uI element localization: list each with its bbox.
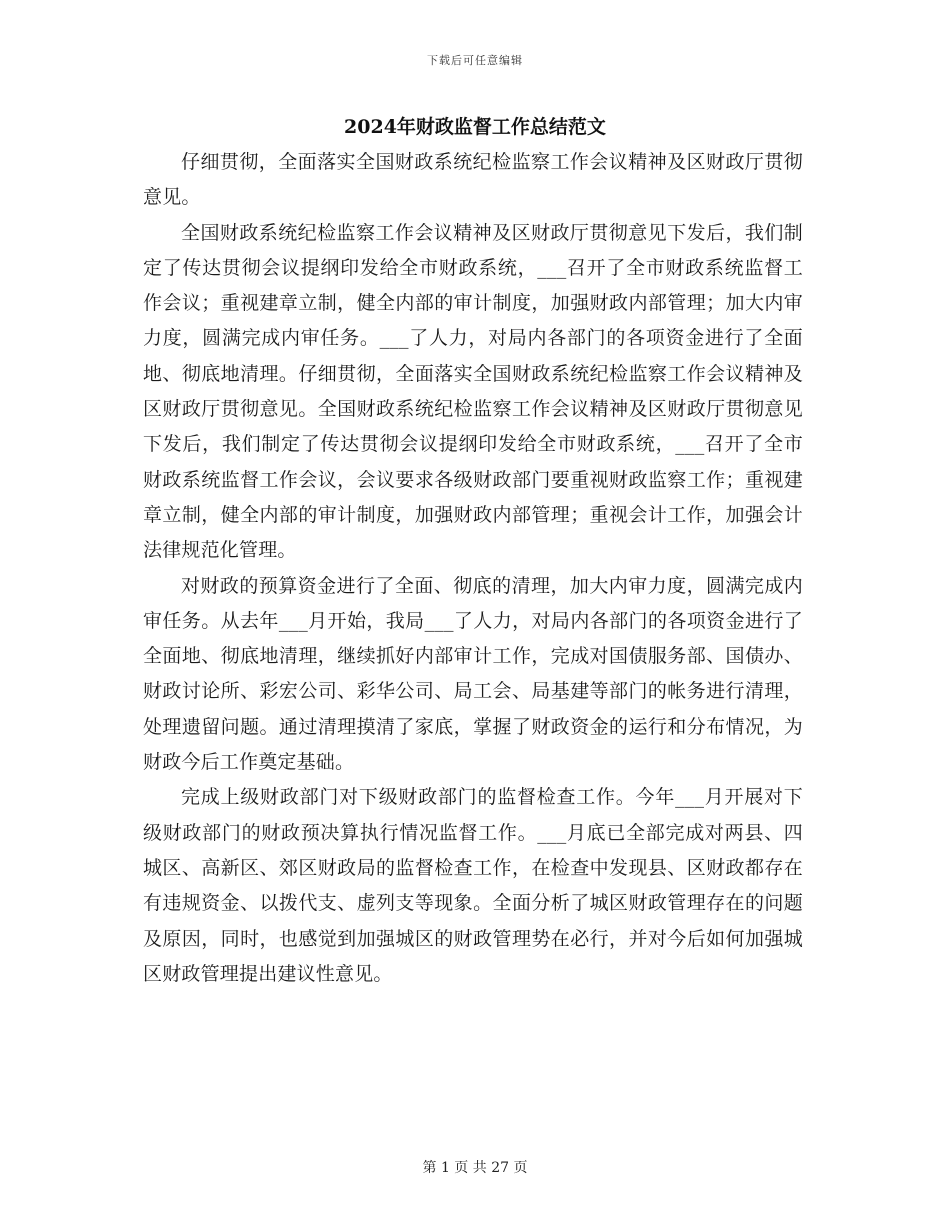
page-footer: 第 1 页 共 27 页 bbox=[422, 1160, 528, 1176]
header-note: 下载后可任意编辑 bbox=[427, 54, 523, 67]
document-body bbox=[143, 145, 803, 992]
document-title: 2024年财政监督工作总结范文 bbox=[344, 116, 606, 138]
paragraph-1: 仔细贯彻，全面落实全国财政系统纪检监察工作会议精神及区财政厅贯彻意见。 bbox=[143, 151, 803, 209]
paragraph-4: 完成上级财政部门对下级财政部门的监督检查工作。今年___月开展对下级财政部门的财政预决算执行情况监督工作。___月底已全部完成对两县、四城区、高新区、郊区财政局的监督检查工作，在检查中发现县、区财政都存在有违规资金、以拨代支、虚列支等现象。全面分析了城区财政管理存在的问题及原因，同时，也感觉到加强城区的财政管理势在必行，并对今后如何加强城区财政管理提出建议性意见。 bbox=[143, 786, 803, 985]
paragraph-2: 全国财政系统纪检监察工作会议精神及区财政厅贯彻意见下发后，我们制定了传达贯彻会议提纲印发给全市财政系统，___召开了全市财政系统监督工作会议；重视建章立制，健全内部的审计制度，加强财政内部管理；加大内审力度，圆满完成内审任务。___了人力，对局内各部门的各项资金进行了全面地、彻底地清理。仔细贯彻，全面落实全国财政系统纪检监察工作会议精神及区财政厅贯彻意见。全国财政系统纪检监察工作会议精神及区财政厅贯彻意见下发后，我们制定了传达贯彻会议提纲印发给全市财政系统，___召开了全市财政系统监督工作会议，会议要求各级财政部门要重视财政监察工作；重视建章立制，健全内部的审计制度，加强财政内部管理；重视会计工作，加强会计法律规范化管理。 bbox=[143, 221, 803, 562]
paragraph-3: 对财政的预算资金进行了全面、彻底的清理，加大内审力度，圆满完成内审任务。从去年___月开始，我局___了人力，对局内各部门的各项资金进行了全面地、彻底地清理，继续抓好内部审计工作，完成对国债服务部、国债办、财政讨论所、彩宏公司、彩华公司、局工会、局基建等部门的帐务进行清理，处理遗留问题。通过清理摸清了家底，掌握了财政资金的运行和分布情况，为财政今后工作奠定基础。 bbox=[143, 574, 803, 774]
